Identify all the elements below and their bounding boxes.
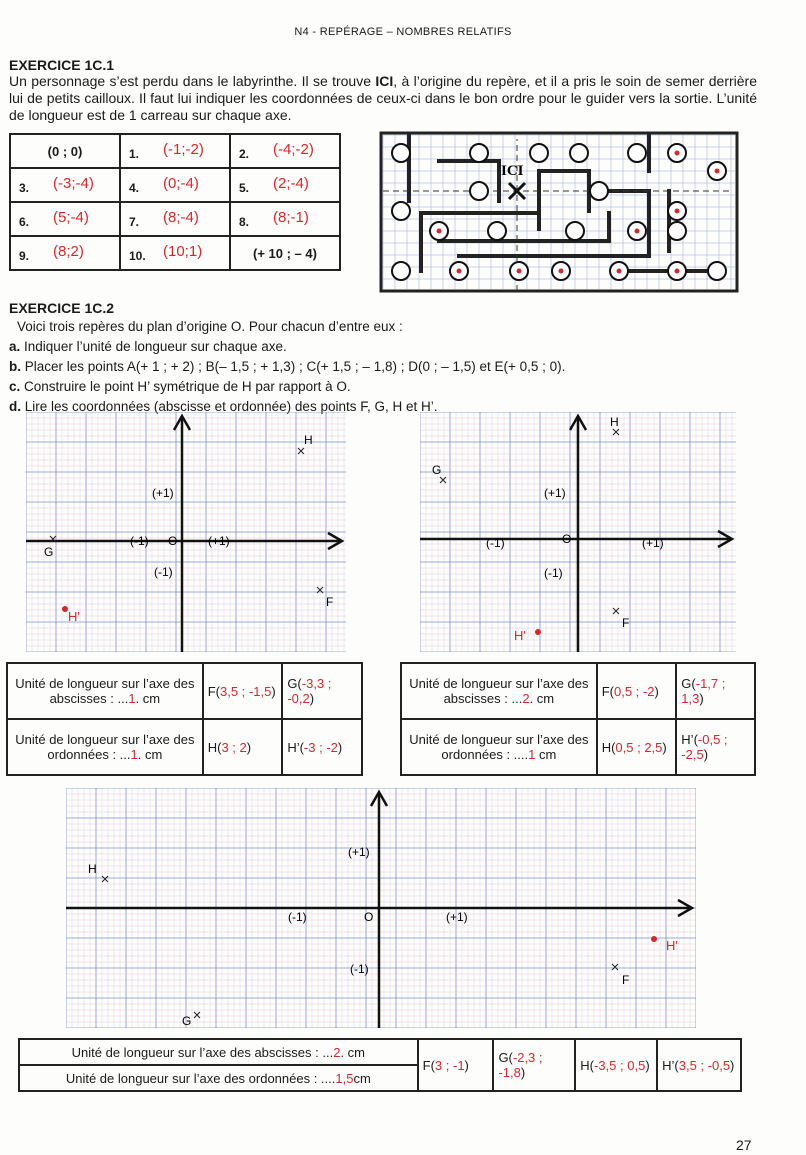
svg-text:(-1): (-1) [486,536,505,550]
svg-text:H: H [88,862,97,876]
svg-text:(+1): (+1) [446,910,468,924]
svg-text:O: O [168,534,178,548]
cell-9[interactable]: 9. (8;2) [10,236,120,270]
svg-text:O: O [364,910,374,924]
svg-text:F: F [326,595,334,609]
svg-text:(-1): (-1) [288,910,307,924]
frame-1 [26,412,346,652]
exercise-1-text-a: Un personnage s’est perdu dans le labyrinthe. Il se trouve [9,73,376,89]
maze-figure [379,131,739,293]
frame-3 [66,788,696,1028]
answer-table-1 [9,133,341,271]
cell-1[interactable]: 1. (-1;-2) [120,134,230,168]
exercise-1-title: EXERCICE 1C.1 [9,57,115,73]
svg-text:(+1): (+1) [208,534,230,548]
cell-2[interactable]: 2. (-4;-2) [230,134,340,168]
exercise-1-text-b: , à l’origine du repère, et il a pris le soin de semer derrière lui de petits cailloux. Il faut lui indiquer les coordonnées de ceux-ci dans le bon ordre pour le guider vers la sortie. L’unité de longueur est de 1 carreau sur chaque axe. [9,73,758,123]
ici-word: ICI [375,73,394,89]
svg-text:G: G [182,1014,192,1028]
page-number: 27 [736,1137,752,1153]
svg-text:H': H' [514,628,526,643]
frame-2 [420,412,736,652]
cell-5[interactable]: 5. (2;-4) [230,168,340,202]
svg-text:(-1): (-1) [350,962,369,976]
svg-text:F: F [622,616,630,630]
info-box-3: Unité de longueur sur l’axe des abscisses : ...2. cm F(3 ; -1) G(-2,3 ; -1,8) H(-3,5 ; 0,5) H’(3,5 ; -0,5) Unité de longueur sur l’axe des ordonnées : ....1,5cm [18,1038,742,1092]
svg-text:(-1): (-1) [130,534,149,548]
cell-10[interactable]: 10. (10;1) [120,236,230,270]
svg-text:G: G [432,463,442,477]
exercise-2-intro: Voici trois repères du plan d’origine O. Pour chacun d’entre eux : a. Indiquer l’unité de longueur sur chaque axe. b. Placer les points A(+ 1 ; + 2) ; B(– 1,5 ; + 1,3) ; C(+ 1,5 ; – 1,8) ; D(0 ; – 1,5) et E(+ 0,5 ; 0). c. Construire le point H’ symétrique de H par rapport à O. d. Lire les coordonnées (abscisse et ordonnée) des points F, G, H et H’. [9,319,566,414]
svg-text:(-1): (-1) [544,566,563,580]
cell-4[interactable]: 4. (0;-4) [120,168,230,202]
cell-6[interactable]: 6. (5;-4) [10,202,120,236]
svg-text:H: H [610,415,619,429]
svg-text:(+1): (+1) [544,486,566,500]
cell-8[interactable]: 8. (8;-1) [230,202,340,236]
exercise-1-text [9,73,757,124]
cell-3[interactable]: 3. (-3;-4) [10,168,120,202]
page-header: N4 - REPÉRAGE – NOMBRES RELATIFS [294,26,512,38]
svg-text:H': H' [666,938,678,953]
svg-text:(+1): (+1) [348,845,370,859]
info-box-1: Unité de longueur sur l’axe des abscisses : ...1. cm F(3,5 ; -1,5) G(-3,3 ; -0,2) Unité de longueur sur l’axe des ordonnées : ...1. cm H(3 ; 2) H’(-3 ; -2) [6,662,363,776]
svg-text:O: O [562,532,572,546]
svg-text:(-1): (-1) [154,565,173,579]
svg-text:(+1): (+1) [152,486,174,500]
svg-text:G: G [44,545,54,559]
cell-start: (0 ; 0) [10,134,120,168]
cell-7[interactable]: 7. (8;-4) [120,202,230,236]
svg-text:H: H [304,433,313,447]
svg-text:(+1): (+1) [642,536,664,550]
info-box-2: Unité de longueur sur l’axe des abscisses : ...2. cm F(0,5 ; -2) G(-1,7 ; 1,3) Unité de longueur sur l’axe des ordonnées : ....1 cm H(0,5 ; 2,5) H’(-0,5 ; -2,5) [400,662,756,776]
exercise-2-title: EXERCICE 1C.2 [9,300,115,316]
svg-text:F: F [622,973,630,987]
svg-text:H': H' [68,609,80,624]
maze-ici-label: ICI [501,163,524,179]
cell-exit: (+ 10 ; – 4) [230,236,340,270]
